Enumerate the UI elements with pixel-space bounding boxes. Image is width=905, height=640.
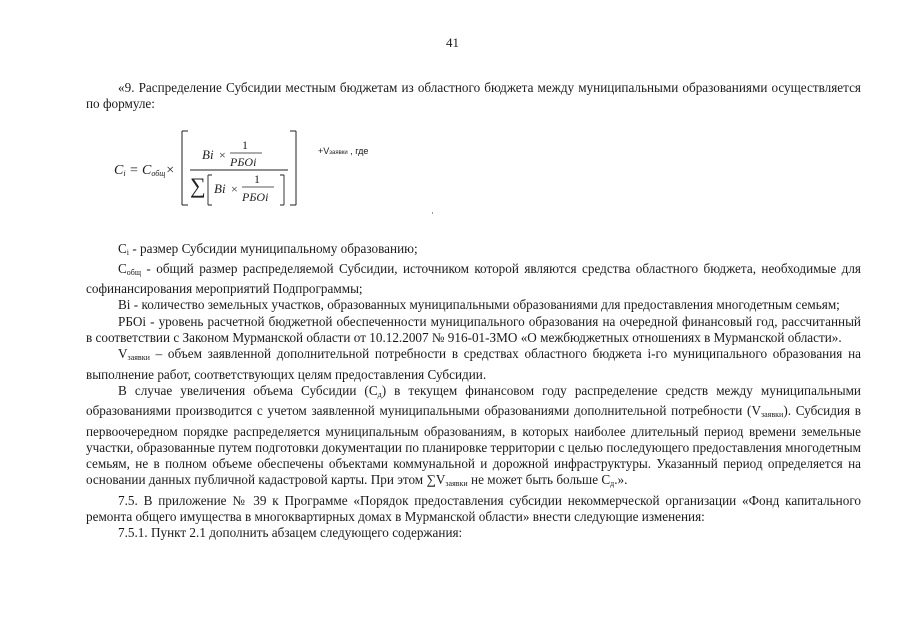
formula-fraction-graphic (174, 113, 314, 241)
definition-ci: $C_i$ - размер Субсидии муниципальному образованию; (118, 240, 418, 257)
item-7-5-1: 7.5.1. Пункт 2.1 дополнить абзацем следующего содержания: (118, 525, 463, 541)
denominator-times: × (231, 181, 238, 196)
page-number: 41 (446, 35, 459, 50)
numerator-bi: Bi (202, 146, 214, 162)
document-body (86, 80, 861, 542)
definition-bi: Bi - количество земельных участков, образованных муниципальными образованиями для предоставления многодетным семьям; (118, 297, 840, 313)
definition-vzayavki: $V_{заявки}$ – объем заявленной дополнительной потребности в средствах областного бюджета i-го муниципального образования на выполнение работ, соответствующих целям предоставления Субсидии. (86, 346, 861, 382)
item-7-5: 7.5. В приложение № 39 к Программе «Порядок предоставления субсидии некоммерческой организации «Фонд капитального ремонта общего имущества в многоквартирных домах в Мурманской области» внести следующие изменения: (86, 492, 861, 525)
distribution-formula (86, 113, 861, 241)
formula-tail: +Vзаявки , где (318, 145, 369, 156)
increase-paragraph: В случае увеличения объема Субсидии $(С_д)$ в текущем финансовом году распределение средств между муниципальными образованиями производится с учетом заявленной муниципальными образованиями дополнительной потребности $(V_{заявки})$. Субсидия в первоочередном порядке распределяется муниципальным образованиям, в которых наиболее длительный период времени земельные участки, образованные путем подготовки документации по планировке территории с целью последующего предоставления многодетным семьям, не в полном объеме обеспечены объектами коммунальной и дорожной инфраструктуры. Указанный период определяется на основании данных публичной кадастровой карты. При этом $\sum V_{заявки}$ не может быть больше $С_д$.». (86, 382, 861, 489)
denominator-one: 1 (254, 171, 260, 186)
numerator-rboi: РБОi (230, 154, 257, 169)
formula-lhs: $C_i = C_{общ}\times$ (114, 162, 175, 178)
denominator-sum: ∑ (190, 172, 206, 198)
numerator-times: × (219, 147, 226, 162)
definition-rboi: РБОi - уровень расчетной бюджетной обеспеченности муниципального образования на очередной финансовый год, рассчитанный в соответствии с Законом Мурманской области от 10.12.2007 № 916-01-ЗМО «О межбюджетных отношениях в Мурманской области». (86, 313, 861, 346)
intro-paragraph: «9. Распределение Субсидии местным бюджетам из областного бюджета между муниципальными образованиями осуществляется по формуле: (86, 80, 861, 112)
denominator-bi: Bi (214, 180, 226, 196)
definition-cobsh: $C_{общ}$ - общий размер распределяемой Субсидии, источником которой являются средства областного бюджета, необходимые для софинансирования мероприятий Подпрограммы; (86, 260, 861, 297)
numerator-one: 1 (242, 137, 248, 152)
denominator-rboi: РБОi (242, 189, 269, 204)
scan-speck (432, 212, 433, 214)
